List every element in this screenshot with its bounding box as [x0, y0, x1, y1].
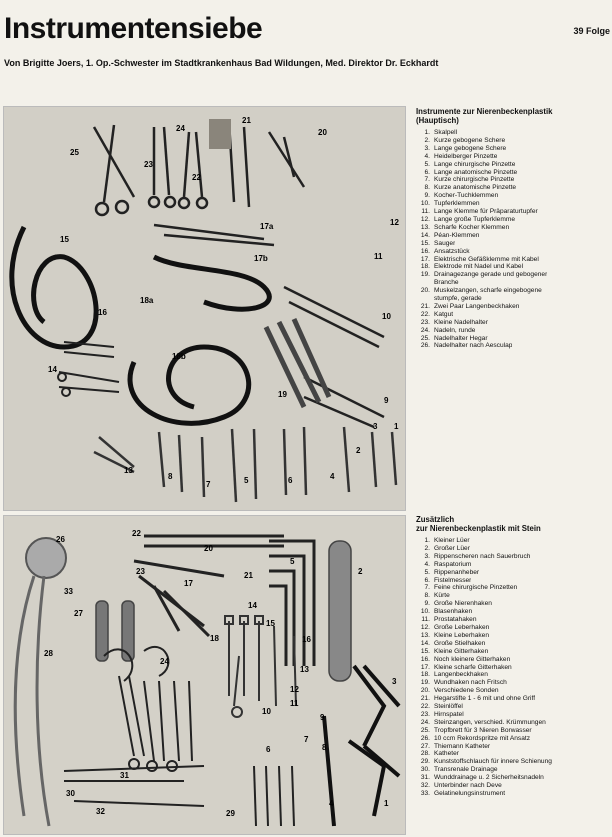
- item-number: 24.: [420, 718, 430, 726]
- instrument-list-item: [416, 311, 610, 319]
- photo1-label: 9: [384, 396, 389, 405]
- item-number: 23.: [420, 710, 430, 718]
- item-number: 17.: [420, 255, 430, 263]
- photo1-label: 13: [124, 466, 133, 475]
- photo1-label: 5: [244, 476, 249, 485]
- photo1-label: 16: [98, 308, 107, 317]
- instrument-photo-main-table: [3, 106, 406, 511]
- item-text: Tupferklemmen: [434, 200, 480, 208]
- photo2-label: 24: [160, 657, 169, 666]
- instrument-list-item: [416, 232, 610, 240]
- item-number: 9.: [424, 600, 430, 608]
- item-number: 20.: [420, 287, 430, 295]
- instrument-list-item: [416, 184, 610, 192]
- instrument-list-item: [416, 327, 610, 335]
- item-number: 16.: [420, 655, 430, 663]
- photo1-label: 11: [374, 252, 383, 261]
- item-text: Wundhaken nach Fritsch: [434, 679, 507, 687]
- instrument-list-item: [416, 153, 610, 161]
- item-text: Kleine scharfe Gitterhaken: [434, 663, 512, 671]
- item-text: Lange große Tupferklemme: [434, 215, 515, 223]
- item-text: Elektrode mit Nadel und Kabel: [434, 263, 524, 271]
- item-text: Rippenscheren nach Sauerbruch: [434, 552, 531, 560]
- item-number: 8.: [424, 184, 430, 192]
- item-text: Nadelhalter Hegar: [434, 334, 488, 342]
- item-number: 26.: [420, 734, 430, 742]
- instrument-list-item: [416, 711, 610, 719]
- instrument-list-item: [416, 608, 610, 616]
- item-text: Blasenhaken: [434, 608, 473, 616]
- item-text: 10 ccm Rekordspritze mit Ansatz: [434, 734, 531, 742]
- item-number: 15.: [420, 647, 430, 655]
- item-number: 12.: [420, 215, 430, 223]
- legend-heading-line: Instrumente zur Nierenbeckenplastik: [416, 107, 553, 116]
- photo1-label: 6: [288, 476, 293, 485]
- item-number: 19.: [420, 271, 430, 279]
- item-number: 4.: [424, 152, 430, 160]
- item-number: 11.: [421, 208, 430, 216]
- instrument-list-item: [416, 303, 610, 311]
- item-number: 32.: [420, 782, 430, 790]
- instrument-list-item: [416, 584, 610, 592]
- item-number: 3.: [424, 552, 430, 560]
- photo1-label: 24: [176, 124, 185, 133]
- item-text: Große Leberhaken: [434, 623, 490, 631]
- instrument-list-item: [416, 145, 610, 153]
- photo2-label: 10: [262, 707, 271, 716]
- photo2-label: 22: [132, 529, 141, 538]
- photo2-label: 30: [66, 789, 75, 798]
- photo2-label: 5: [290, 557, 295, 566]
- photo1-label: 4: [330, 472, 335, 481]
- instrument-list-item: [416, 161, 610, 169]
- item-text: Scharfe Kocher Klemmen: [434, 223, 510, 231]
- page-title: Instrumentensiebe: [4, 12, 263, 45]
- byline: Von Brigitte Joers, 1. Op.-Schwester im Stadtkrankenhaus Bad Wildungen, Med. Direktor Dr. Eckhardt: [4, 58, 439, 68]
- item-number: 21.: [420, 302, 430, 310]
- instrument-list-item: [416, 750, 610, 758]
- item-number: 9.: [424, 192, 430, 200]
- instrument-list-item: [416, 782, 610, 790]
- instrument-list-item: [416, 790, 610, 798]
- legend-main-table: [416, 107, 610, 350]
- item-text: Branche: [434, 279, 459, 287]
- instrument-list-item: [416, 553, 610, 561]
- photo2-label: 7: [304, 735, 309, 744]
- item-text: Transrenale Drainage: [434, 766, 498, 774]
- photo1-label: 2: [356, 446, 361, 455]
- instrument-list-item: [416, 758, 610, 766]
- instrument-list-item: [416, 719, 610, 727]
- item-text: Verschiedene Sonden: [434, 687, 499, 695]
- item-text: Gelatinelungsinstrument: [434, 790, 506, 797]
- item-text: Großer Lüer: [434, 544, 470, 552]
- item-number: 15.: [420, 239, 430, 247]
- photo1-label: 10: [382, 312, 391, 321]
- photo2-label: 16: [302, 635, 311, 644]
- page-reference: 39 Folge: [573, 26, 610, 36]
- photo2-label: 20: [204, 544, 213, 553]
- item-number: 14.: [420, 639, 430, 647]
- item-number: 20.: [420, 687, 430, 695]
- photo2-label: 9: [320, 713, 325, 722]
- instrument-list-item: [416, 561, 610, 569]
- instrument-list-item: [416, 592, 610, 600]
- instrument-list-item: [416, 256, 610, 264]
- item-text: Lange anatomische Pinzette: [434, 168, 518, 176]
- photo1-label: 17b: [254, 254, 268, 263]
- instrument-photo-stone-additions-drawing: [4, 516, 405, 834]
- instrument-list-item: [416, 648, 610, 656]
- item-number: 13.: [420, 631, 430, 639]
- photo1-label: 14: [48, 365, 57, 374]
- item-number: 22.: [420, 310, 430, 318]
- photo1-label: 7: [206, 480, 211, 489]
- item-number: [416, 279, 434, 287]
- item-number: 10.: [420, 608, 430, 616]
- photo2-label: 6: [266, 745, 271, 754]
- legend-heading-line: (Hauptisch): [416, 116, 459, 125]
- legend-stone-additions: [416, 515, 610, 798]
- item-text: stumpfe, gerade: [434, 295, 482, 303]
- item-text: Kunststoffschlauch für innere Schienung: [434, 758, 552, 766]
- instrument-list-item: [416, 616, 610, 624]
- photo1-label: 18b: [172, 352, 186, 361]
- instrument-list-item: [416, 577, 610, 585]
- instrument-list-item: [416, 537, 610, 545]
- instrument-list-item: [416, 632, 610, 640]
- photo2-label: 8: [322, 743, 327, 752]
- item-number: 7.: [424, 176, 430, 184]
- item-text: Lange chirurgische Pinzette: [434, 160, 516, 168]
- instrument-list-item: [416, 279, 610, 287]
- instrument-list-item: [416, 774, 610, 782]
- photo1-label: 17a: [260, 222, 274, 231]
- item-text: Lange gebogene Schere: [434, 144, 507, 152]
- item-number: 4.: [424, 560, 430, 568]
- legend-heading-line: Zusätzlich: [416, 515, 455, 524]
- photo1-label: 8: [168, 472, 173, 481]
- instrument-list-item: [416, 695, 610, 703]
- item-number: 6.: [424, 168, 430, 176]
- instrument-list-item: [416, 664, 610, 672]
- instrument-list-item: [416, 137, 610, 145]
- instrument-list-item: [416, 569, 610, 577]
- item-text: Zwei Paar Langenbeckhaken: [434, 302, 520, 310]
- item-number: 26.: [420, 342, 430, 350]
- item-number: 5.: [424, 160, 430, 168]
- instrument-list-item: [416, 248, 610, 256]
- photo2-label: 2: [358, 567, 363, 576]
- instrument-list: [416, 129, 610, 350]
- photo2-label: 12: [290, 685, 299, 694]
- item-text: Kleine Nadelhalter: [434, 318, 488, 326]
- item-text: Hirnspatel: [434, 710, 464, 718]
- photo2-label: 31: [120, 771, 129, 780]
- instrument-list-item: [416, 671, 610, 679]
- item-number: 24.: [420, 326, 430, 334]
- photo2-label: 29: [226, 809, 235, 818]
- item-number: 3.: [424, 144, 430, 152]
- instrument-list: [416, 537, 610, 798]
- item-number: 17.: [420, 663, 430, 671]
- photo2-label: 11: [290, 699, 299, 708]
- photo1-label: 12: [390, 218, 399, 227]
- instrument-list-item: [416, 192, 610, 200]
- instrument-list-item: [416, 735, 610, 743]
- item-text: Péan-Klemmen: [434, 231, 480, 239]
- item-text: Kleine Gitterhaken: [434, 647, 489, 655]
- item-text: Nadeln, runde: [434, 326, 476, 334]
- instrument-list-item: [416, 545, 610, 553]
- instrument-list-item: [416, 624, 610, 632]
- photo2-label: 33: [64, 587, 73, 596]
- item-text: Thiemann Katheter: [434, 742, 491, 750]
- instrument-list-item: [416, 208, 610, 216]
- instrument-list-item: [416, 263, 610, 271]
- item-text: Katgut: [434, 310, 454, 318]
- legend-heading: [416, 515, 610, 533]
- instrument-list-item: [416, 295, 610, 303]
- item-text: Kocher-Tuchklemmen: [434, 192, 499, 200]
- instrument-list-item: [416, 200, 610, 208]
- item-number: 7.: [424, 584, 430, 592]
- item-text: Skalpell: [434, 129, 458, 136]
- item-text: Feine chirurgische Pinzetten: [434, 584, 518, 592]
- instrument-list-item: [416, 743, 610, 751]
- photo2-label: 4: [329, 799, 334, 808]
- legend-heading: [416, 107, 610, 125]
- item-number: 25.: [420, 334, 430, 342]
- photo2-label: 15: [266, 619, 275, 628]
- photo2-label: 13: [300, 665, 309, 674]
- legend-heading-line: zur Nierenbeckenplastik mit Stein: [416, 524, 541, 533]
- item-text: Steinzangen, verschied. Krümmungen: [434, 718, 546, 726]
- instrument-list-item: [416, 703, 610, 711]
- instrument-list-item: [416, 169, 610, 177]
- item-text: Langenbeckhaken: [434, 671, 488, 679]
- item-text: Steinlöffel: [434, 703, 463, 711]
- photo2-label: 17: [184, 579, 193, 588]
- instrument-list-item: [416, 224, 610, 232]
- photo1-label: 15: [60, 235, 69, 244]
- item-text: Kurze gebogene Schere: [434, 136, 506, 144]
- photo1-label: 23: [144, 160, 153, 169]
- instrument-list-item: [416, 240, 610, 248]
- item-text: Nadelhalter nach Aesculap: [434, 342, 513, 350]
- photo1-label: 25: [70, 148, 79, 157]
- photo2-label: 18: [210, 634, 219, 643]
- item-number: 30.: [420, 766, 430, 774]
- photo2-label: 1: [384, 799, 389, 808]
- photo2-label: 32: [96, 807, 105, 816]
- item-text: Raspatorium: [434, 560, 472, 568]
- photo1-label: 22: [192, 173, 201, 182]
- photo2-label: 23: [136, 567, 145, 576]
- instrument-list-item: [416, 342, 610, 350]
- photo2-label: 27: [74, 609, 83, 618]
- instrument-photo-stone-additions: [3, 515, 406, 835]
- instrument-list-item: [416, 679, 610, 687]
- item-number: 2.: [424, 544, 430, 552]
- item-number: 25.: [420, 726, 430, 734]
- instrument-list-item: [416, 271, 610, 279]
- photo1-label: 21: [242, 116, 251, 125]
- instrument-list-item: [416, 319, 610, 327]
- item-text: Fistelmesser: [434, 576, 472, 584]
- instrument-list-item: [416, 727, 610, 735]
- photo2-label: 3: [392, 677, 397, 686]
- item-number: [416, 295, 434, 303]
- photo2-label: 14: [248, 601, 257, 610]
- instrument-list-item: [416, 129, 610, 137]
- instrument-list-item: [416, 640, 610, 648]
- instrument-list-item: [416, 600, 610, 608]
- item-text: Kleiner Lüer: [434, 537, 470, 544]
- item-text: Drainagezange gerade und gebogener: [434, 271, 548, 279]
- item-number: 23.: [420, 318, 430, 326]
- item-text: Katheter: [434, 750, 459, 758]
- item-text: Heidelberger Pinzette: [434, 152, 498, 160]
- item-number: 13.: [420, 223, 430, 231]
- photo2-label: 28: [44, 649, 53, 658]
- item-number: 19.: [420, 679, 430, 687]
- item-text: Kürte: [434, 592, 450, 600]
- instrument-list-item: [416, 766, 610, 774]
- item-text: Lange Klemme für Präparaturtupfer: [434, 208, 538, 216]
- item-text: Muskelzangen, scharfe eingebogene: [434, 287, 542, 295]
- item-text: Unterbinder nach Deve: [434, 782, 502, 790]
- item-number: 18.: [420, 671, 430, 679]
- item-number: 12.: [420, 623, 430, 631]
- item-number: 6.: [424, 576, 430, 584]
- item-text: Große Nierenhaken: [434, 600, 492, 608]
- item-number: 14.: [420, 231, 430, 239]
- instrument-photo-main-table-drawing: [4, 107, 405, 510]
- instrument-list-item: [416, 287, 610, 295]
- item-number: 1.: [424, 129, 430, 136]
- item-number: 16.: [420, 247, 430, 255]
- photo1-label: 20: [318, 128, 327, 137]
- item-number: 8.: [424, 592, 430, 600]
- instrument-list-item: [416, 216, 610, 224]
- item-text: Noch kleinere Gitterhaken: [434, 655, 511, 663]
- item-number: 28.: [420, 750, 430, 758]
- item-text: Rippenanheber: [434, 568, 480, 576]
- photo1-label: 1: [394, 422, 399, 431]
- item-text: Elektrische Gefäßklemme mit Kabel: [434, 255, 539, 263]
- item-number: 31.: [420, 774, 430, 782]
- item-number: 22.: [420, 703, 430, 711]
- item-number: 10.: [420, 200, 430, 208]
- item-text: Kurze chirurgische Pinzette: [434, 176, 515, 184]
- photo1-label: 19: [278, 390, 287, 399]
- item-number: 27.: [420, 742, 430, 750]
- item-number: 18.: [420, 263, 430, 271]
- instrument-list-item: [416, 687, 610, 695]
- item-number: 29.: [420, 758, 430, 766]
- item-number: 11.: [421, 616, 430, 624]
- photo1-label: 18a: [140, 296, 154, 305]
- item-text: Kurze anatomische Pinzette: [434, 184, 517, 192]
- item-number: 5.: [424, 568, 430, 576]
- photo2-label: 26: [56, 535, 65, 544]
- item-number: 2.: [424, 136, 430, 144]
- item-text: Prostatahaken: [434, 616, 477, 624]
- instrument-list-item: [416, 176, 610, 184]
- item-text: Wunddrainage u. 2 Sicherheitsnadeln: [434, 774, 544, 782]
- item-text: Sauger: [434, 239, 456, 247]
- item-number: 1.: [424, 537, 430, 544]
- item-text: Kleine Leberhaken: [434, 631, 489, 639]
- item-text: Ansatzstück: [434, 247, 470, 255]
- item-text: Große Stielhaken: [434, 639, 486, 647]
- item-number: 33.: [420, 790, 430, 797]
- instrument-list-item: [416, 335, 610, 343]
- photo2-label: 21: [244, 571, 253, 580]
- item-number: 21.: [420, 695, 430, 703]
- item-text: Hegarstifte 1 - 6 mit und ohne Griff: [434, 695, 536, 703]
- item-text: Tropfbrett für 3 Nieren Borwasser: [434, 726, 532, 734]
- photo1-label: 3: [373, 422, 378, 431]
- instrument-list-item: [416, 656, 610, 664]
